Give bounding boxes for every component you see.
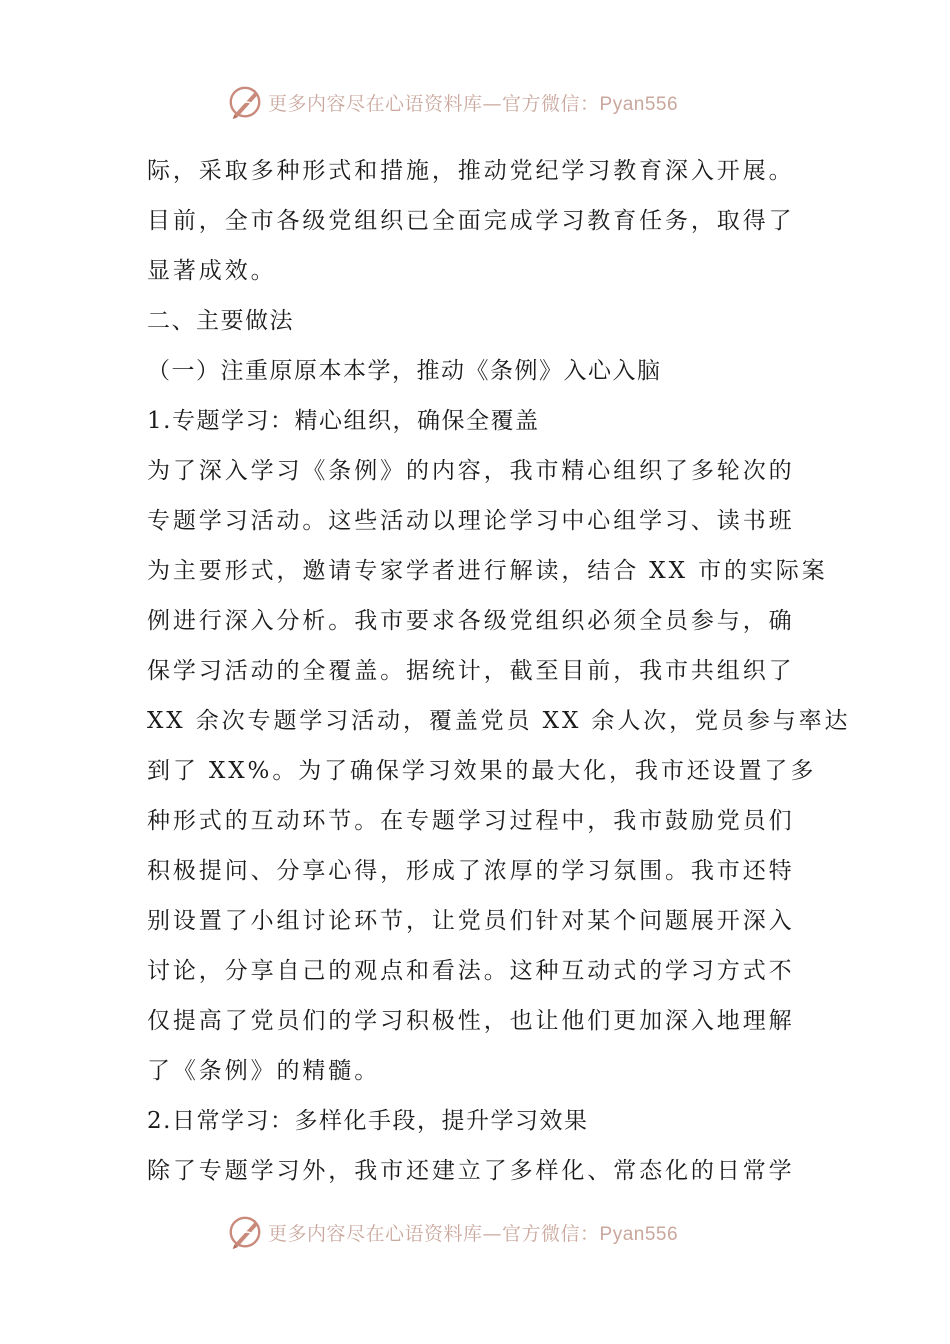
text-line: 显著成效。: [147, 258, 277, 284]
text-line: 除了专题学习外，我市还建立了多样化、常态化的日常学: [147, 1158, 795, 1184]
text-line: 了《条例》的精髓。: [147, 1058, 381, 1084]
text-line: 二、主要做法: [147, 308, 294, 334]
pen-logo-icon: [226, 83, 264, 121]
text-line: 际，采取多种形式和措施，推动党纪学习教育深入开展。: [147, 158, 795, 184]
text-line: 例进行深入分析。我市要求各级党组织必须全员参与，确: [147, 608, 795, 634]
text-line: 专题学习活动。这些活动以理论学习中心组学习、读书班: [147, 508, 795, 534]
text-line: 别设置了小组讨论环节，让党员们针对某个问题展开深入: [147, 908, 795, 934]
text-line: 积极提问、分享心得，形成了浓厚的学习氛围。我市还特: [147, 858, 795, 884]
text-line: 仅提高了党员们的学习积极性，也让他们更加深入地理解: [147, 1008, 795, 1034]
footer-watermark: [226, 1212, 746, 1252]
document-body: [147, 146, 851, 1196]
text-line: 1.专题学习：精心组织，确保全覆盖: [147, 408, 540, 434]
header-watermark: [226, 82, 746, 122]
text-line: 为了深入学习《条例》的内容，我市精心组织了多轮次的: [147, 458, 795, 484]
watermark-text: 更多内容尽在心语资料库—官方微信：Pyan556: [268, 1222, 679, 1245]
text-line: 保学习活动的全覆盖。据统计，截至目前，我市共组织了: [147, 658, 795, 684]
text-line: 到了 XX%。为了确保学习效果的最大化，我市还设置了多: [147, 758, 817, 784]
text-line: 目前，全市各级党组织已全面完成学习教育任务，取得了: [147, 208, 795, 234]
pen-logo-icon: [226, 1213, 264, 1251]
text-line: 种形式的互动环节。在专题学习过程中，我市鼓励党员们: [147, 808, 795, 834]
text-line: 讨论，分享自己的观点和看法。这种互动式的学习方式不: [147, 958, 795, 984]
text-line: XX 余次专题学习活动，覆盖党员 XX 余人次，党员参与率达: [147, 708, 851, 734]
text-line: 为主要形式，邀请专家学者进行解读，结合 XX 市的实际案: [147, 558, 828, 584]
watermark-text: 更多内容尽在心语资料库—官方微信：Pyan556: [268, 92, 679, 115]
text-line: （一）注重原原本本学，推动《条例》入心入脑: [147, 358, 662, 384]
text-line: 2.日常学习：多样化手段，提升学习效果: [147, 1108, 589, 1134]
